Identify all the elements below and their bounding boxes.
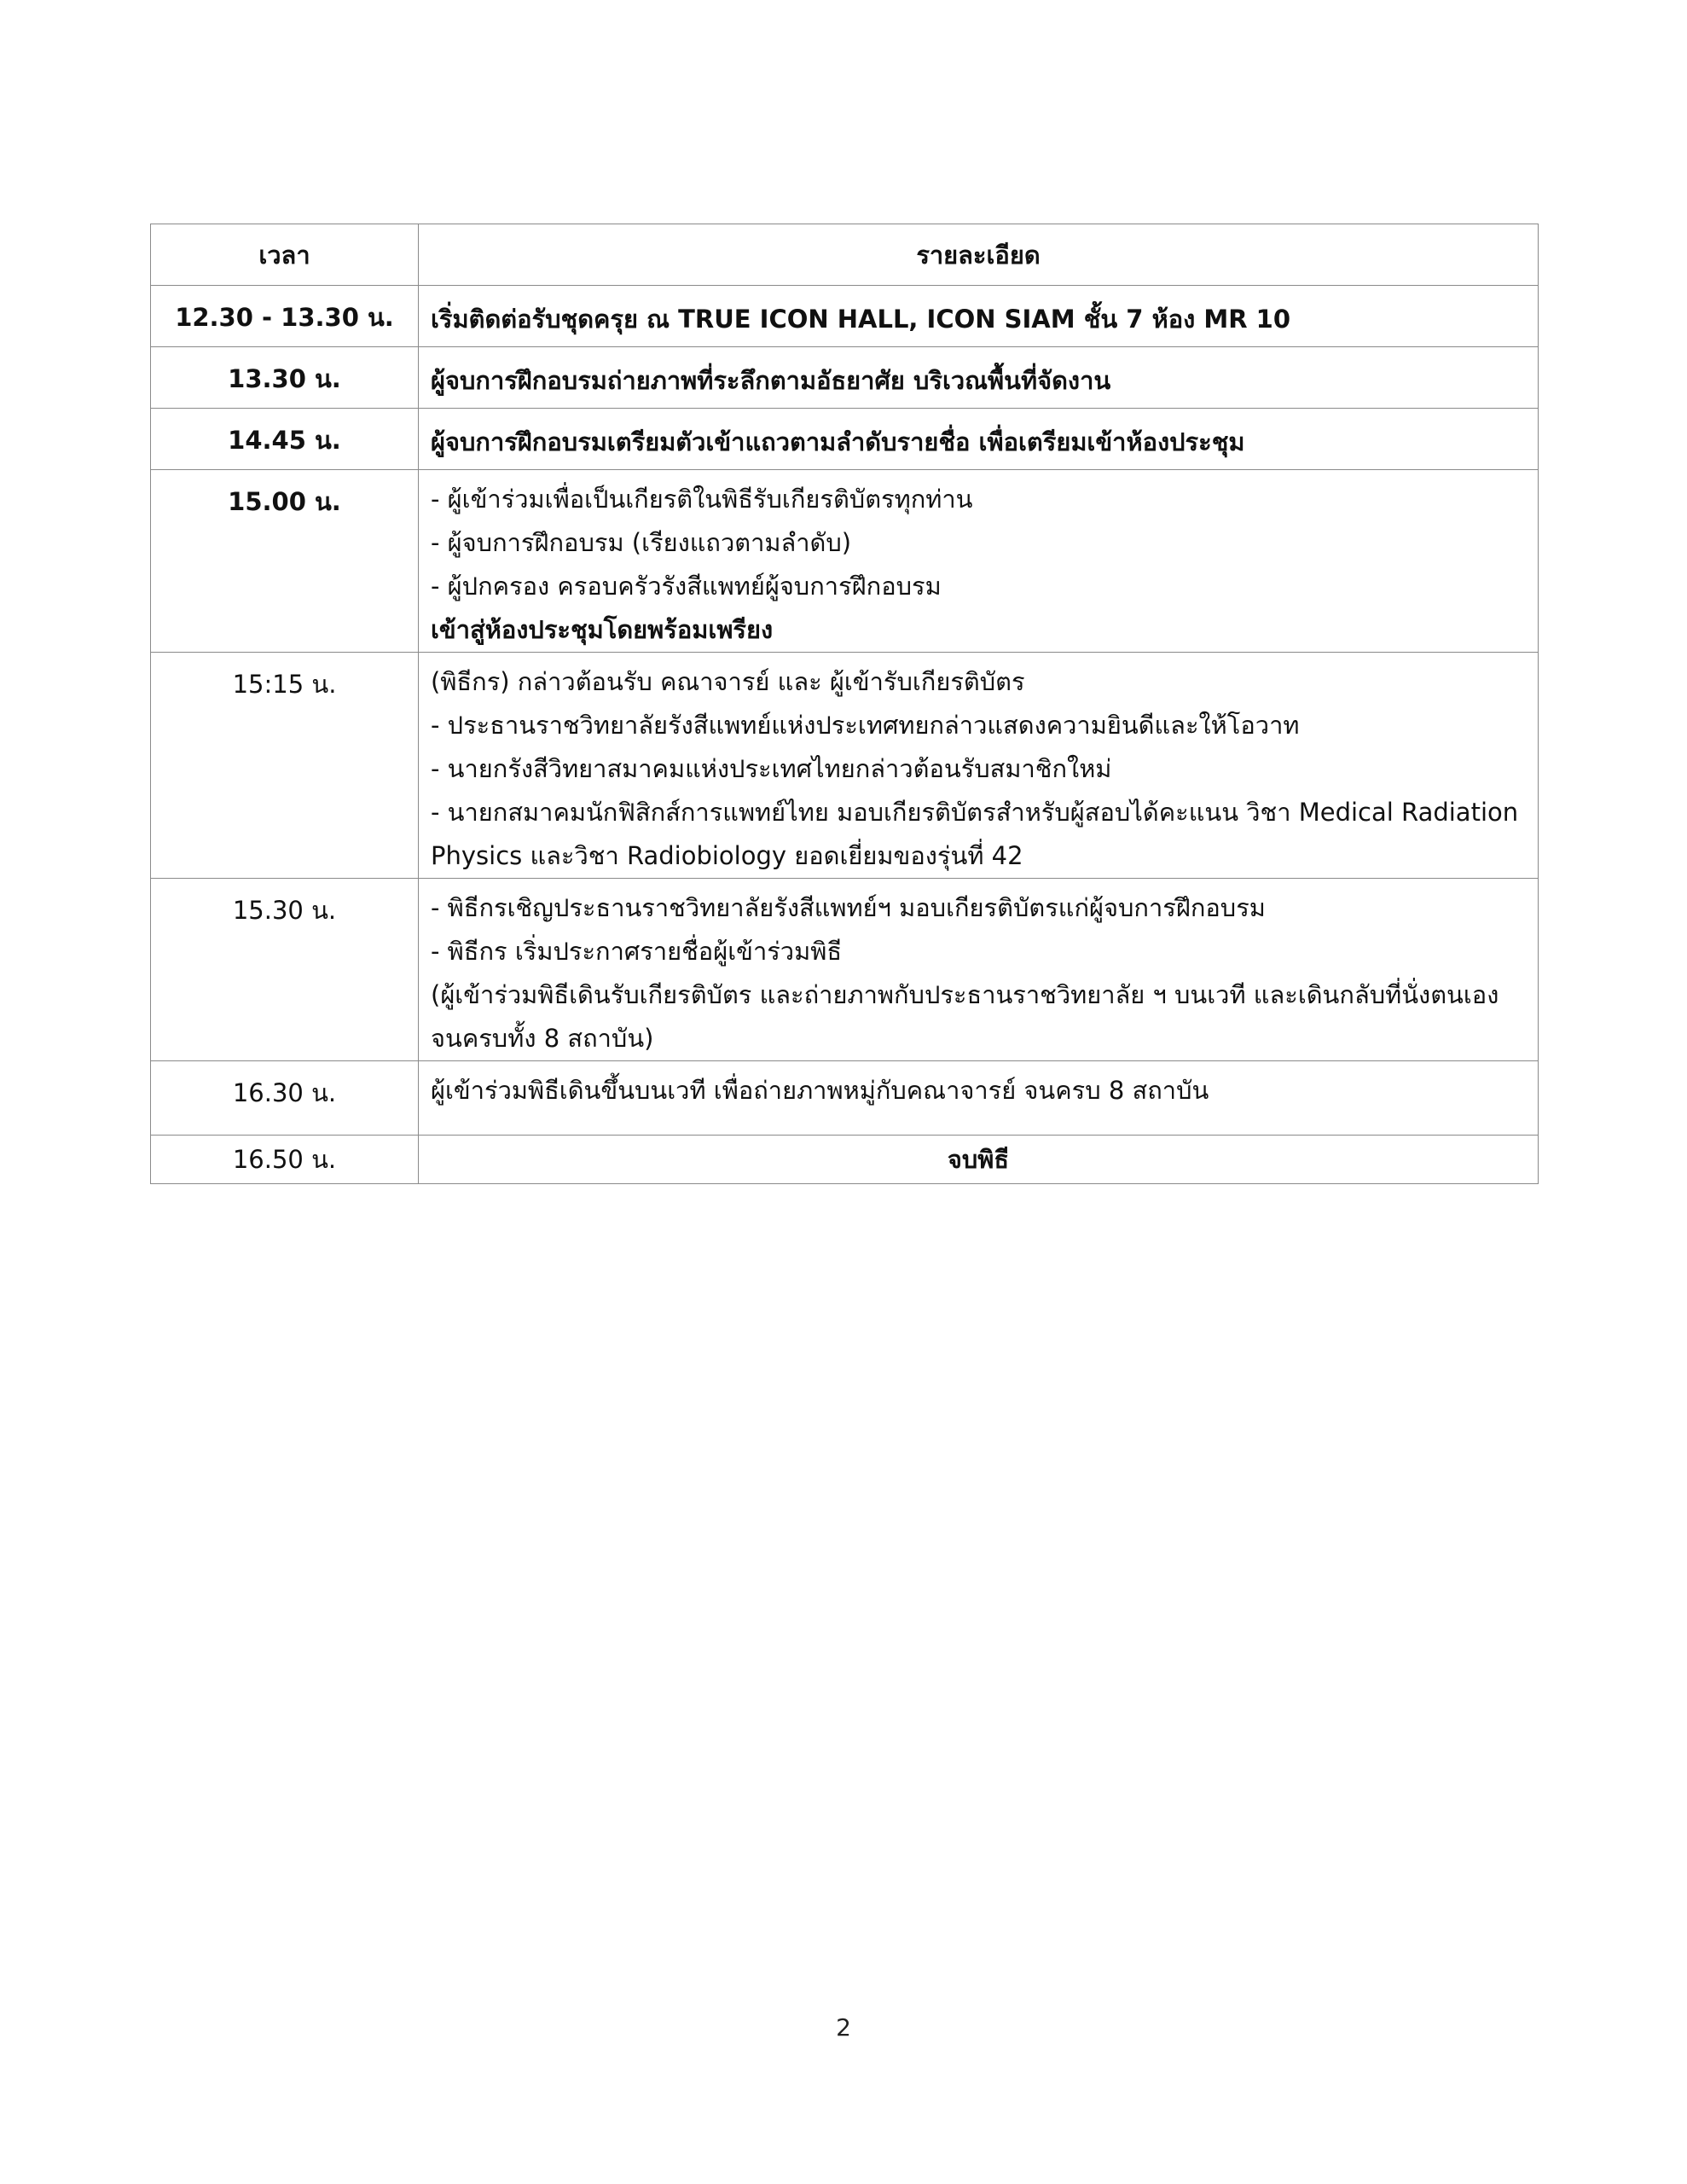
table-row	[151, 347, 1539, 409]
table-row	[151, 470, 1539, 653]
detail-line: - พิธีกรเชิญประธานราชวิทยาลัยรังสีแพทย์ฯ มอบเกียรติบัตรแก่ผู้จบการฝึกอบรม	[431, 893, 1266, 922]
detail-cell	[419, 653, 1539, 879]
detail-column-header: รายละเอียด	[419, 224, 1539, 286]
schedule-table	[150, 224, 1539, 1184]
detail-cell	[419, 286, 1539, 347]
time-cell: 12.30 - 13.30 น.	[151, 286, 419, 347]
table-row	[151, 1136, 1539, 1184]
detail-line: - พิธีกร เริ่มประกาศรายชื่อผู้เข้าร่วมพิธี	[431, 937, 843, 966]
detail-line: - ประธานราชวิทยาลัยรังสีแพทย์แห่งประเทศทยกล่าวแสดงความยินดีและให้โอวาท	[431, 711, 1300, 740]
time-cell: 13.30 น.	[151, 347, 419, 409]
detail-line: - ผู้เข้าร่วมเพื่อเป็นเกียรติในพิธีรับเกียรติบัตรทุกท่าน	[431, 485, 973, 514]
time-cell: 16.50 น.	[151, 1136, 419, 1184]
detail-line: ผู้จบการฝึกอบรมเตรียมตัวเข้าแถวตามลำดับรายชื่อ เพื่อเตรียมเข้าห้องประชุม	[431, 427, 1245, 456]
detail-line: - นายกรังสีวิทยาสมาคมแห่งประเทศไทยกล่าวต้อนรับสมาชิกใหม่	[431, 754, 1112, 783]
detail-cell	[419, 1136, 1539, 1184]
table-row	[151, 653, 1539, 879]
time-cell: 15:15 น.	[151, 653, 419, 879]
time-cell: 14.45 น.	[151, 409, 419, 470]
detail-cell	[419, 879, 1539, 1061]
table-row	[151, 1061, 1539, 1136]
detail-line: - ผู้จบการฝึกอบรม (เรียงแถวตามลำดับ)	[431, 528, 852, 557]
time-column-header: เวลา	[151, 224, 419, 286]
time-cell: 16.30 น.	[151, 1061, 419, 1136]
detail-cell	[419, 347, 1539, 409]
detail-line: (พิธีกร) กล่าวต้อนรับ คณาจารย์ และ ผู้เข้ารับเกียรติบัตร	[431, 667, 1025, 696]
table-row	[151, 286, 1539, 347]
table-row	[151, 409, 1539, 470]
detail-cell	[419, 409, 1539, 470]
detail-line: - ผู้ปกครอง ครอบครัวรังสีแพทย์ผู้จบการฝึกอบรม	[431, 572, 942, 601]
table-header-row	[151, 224, 1539, 286]
table-row	[151, 879, 1539, 1061]
detail-cell	[419, 470, 1539, 653]
detail-cell	[419, 1061, 1539, 1136]
time-cell: 15.00 น.	[151, 470, 419, 653]
time-cell: 15.30 น.	[151, 879, 419, 1061]
detail-line: - นายกสมาคมนักฟิสิกส์การแพทย์ไทย มอบเกียรติบัตรสำหรับผู้สอบได้คะแนน วิชา Medical Radiation Physics และวิชา Radiobiology ยอดเยี่ยมของรุ่นที่ 42	[431, 798, 1519, 870]
detail-line: ผู้จบการฝึกอบรมถ่ายภาพที่ระลึกตามอัธยาศัย บริเวณพื้นที่จัดงาน	[431, 366, 1111, 395]
detail-line: ผู้เข้าร่วมพิธีเดินขึ้นบนเวที เพื่อถ่ายภาพหมู่กับคณาจารย์ จนครบ 8 สถาบัน	[431, 1076, 1209, 1105]
detail-line: จบพิธี	[947, 1145, 1010, 1174]
detail-line: เริ่มติดต่อรับชุดครุย ณ TRUE ICON HALL, ICON SIAM ชั้น 7 ห้อง MR 10	[431, 305, 1291, 334]
page-number: 2	[836, 2013, 851, 2042]
detail-line: เข้าสู่ห้องประชุมโดยพร้อมเพรียง	[431, 615, 774, 644]
detail-line: (ผู้เข้าร่วมพิธีเดินรับเกียรติบัตร และถ่ายภาพกับประธานราชวิทยาลัย ฯ บนเวที และเดินกลับที่นั่งตนเองจนครบทั้ง 8 สถาบัน)	[431, 980, 1499, 1053]
